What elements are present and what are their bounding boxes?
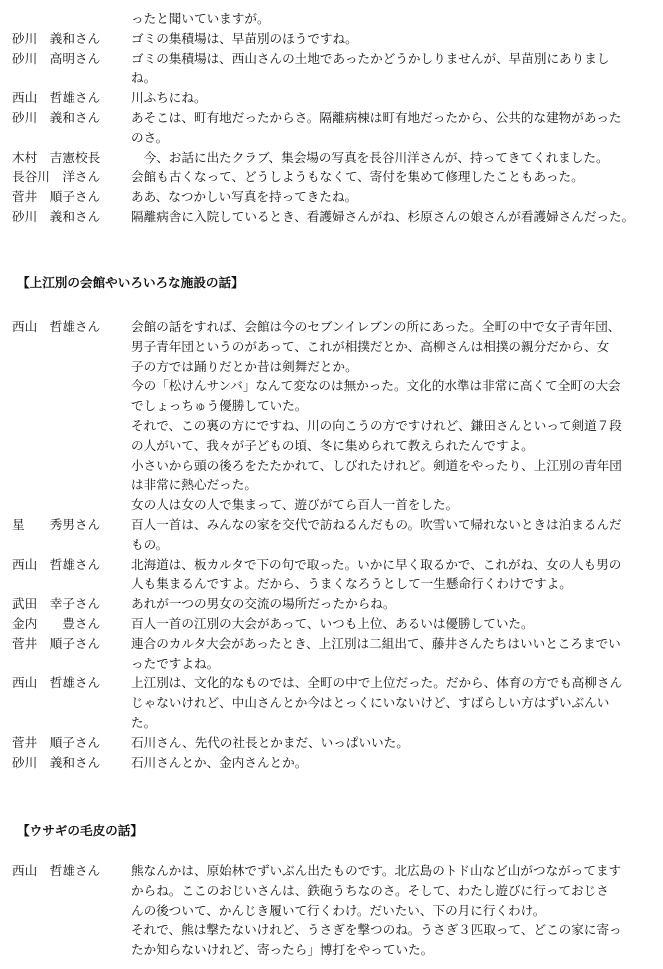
dialogue-text-line: ね。 [131, 70, 157, 86]
dialogue-text-line: 連合のカルタ大会があったとき、上江別は二組出て、藤井さんたちはいいところまでい [131, 635, 621, 651]
dialogue-text-line: それで、熊は撃たないけれど、うさぎを撃つのね。うさぎ３匹取って、どこの家に寄っ [131, 922, 622, 938]
dialogue-text-line: それで、この裏の方にですね、川の向こうの方ですけれど、鎌田さんといって剣道７段 [131, 418, 622, 433]
dialogue-text-line: 会館も古くなって、どうしようもなくて、寄付を集めて修理したこともあった。 [131, 169, 584, 185]
dialogue-text-line: もの。 [131, 536, 169, 552]
speaker-name: 西山 哲雄さん [12, 90, 101, 106]
dialogue-text-line: 男子青年団というのがあって、これが相撲だとか、高柳さんは相撲の親分だから、女 [131, 338, 610, 354]
speaker-name: 金内 豊さん [12, 616, 101, 631]
dialogue-text-line: ゴミの集積場は、早苗別のほうですね。 [131, 30, 358, 46]
dialogue-text-line: 隔離病舎に入院しているとき、看護婦さんがね、杉原さんの娘さんが看護婦さんだった。 [131, 209, 635, 224]
dialogue-text-line: 女の人は女の人で集まって、遊びがてら百人一首をした。 [131, 497, 459, 513]
dialogue-text-line: 上江別は、文化的なものでは、全町の中で上位だった。だから、体育の方でも高柳さん [131, 675, 623, 691]
speaker-name: 砂川 高明さん [12, 50, 101, 66]
dialogue-text-line: のさ。 [131, 129, 169, 145]
dialogue-text-line: 川ふちにね。 [131, 90, 207, 106]
dialogue-text-line: ったと聞いていますが。 [131, 11, 270, 26]
dialogue-text-line: 今の「松けんサンバ」なんて変なのは無かった。文化的水準は非常に高くて全町の大会 [131, 378, 621, 394]
section-heading: 【ウサギの毛皮の話】 [17, 823, 143, 838]
dialogue-text-line: 熊なんかは、原始林でずいぶん出たものです。北広島のトド山など山がつながってます [131, 863, 622, 878]
dialogue-text-line: は非常に熱心だった。 [131, 477, 257, 493]
dialogue-text-line: 小さいから頭の後ろをたたかれて、しびれたけれど。剣道をやったり、上江別の青年団 [131, 457, 622, 473]
speaker-name: 長谷川 洋さん [12, 169, 101, 185]
dialogue-text-line: あれが一つの男女の交流の場所だったからね。 [131, 596, 396, 612]
speaker-name: 西山 哲雄さん [12, 863, 101, 878]
speaker-name: 西山 哲雄さん [12, 675, 101, 691]
dialogue-text-line: の人がいて、我々が子どもの頃、冬に集められて教えられたんですよ。 [131, 437, 534, 453]
speaker-name: 木村 吉憲校長 [12, 149, 101, 165]
dialogue-text-line: 今、お話に出たクラブ、集会場の写真を長谷川洋さんが、持ってきてくれました。 [131, 149, 609, 165]
speaker-name: 砂川 義和さん [12, 110, 101, 125]
speaker-name: 武田 幸子さん [12, 596, 101, 612]
dialogue-text-line: ゴミの集積場は、西山さんの土地であったかどうかしりませんが、早苗別にありまし [131, 50, 610, 66]
speaker-name: 砂川 義和さん [12, 209, 101, 224]
dialogue-text-line: んの後ついて、かんじき履いて行くわけ。だいたい、下の月に行くわけ。 [131, 902, 546, 918]
speaker-name: 菅井 順子さん [12, 734, 101, 750]
dialogue-text-line: 北海道は、板カルタで下の句で取った。いかに早く取るかで、これがね、女の人も男の [131, 556, 622, 572]
dialogue-text-line: 子の方では踊りだとか昔は剣舞だとか。 [131, 358, 358, 374]
dialogue-text-line: 石川さん、先代の社長とかまだ、いっぱいいた。 [131, 734, 409, 750]
dialogue-text-line: 石川さんとか、金内さんとか。 [131, 754, 308, 770]
dialogue-text-line: ああ、なつかしい写真を持ってきたね。 [131, 189, 358, 205]
dialogue-text-line: 会館の話をすれば、会館は今のセブンイレブンの所にあった。全町の中で女子青年団、 [131, 319, 621, 334]
dialogue-text-line: でしょっちゅう優勝していた。 [131, 398, 308, 414]
speaker-name: 星 秀男さん [12, 517, 101, 532]
speaker-name: 西山 哲雄さん [12, 319, 101, 334]
dialogue-text-line: 百人一首の江別の大会があって、いつも上位、あるいは優勝していた。 [131, 616, 534, 631]
section-heading: 【上江別の会館やいろいろな施設の話】 [17, 275, 244, 290]
dialogue-text-line: た。 [131, 715, 157, 730]
dialogue-text-line: からね。ここのおじいさんは、鉄砲うちなのさ。そして、わたし遊びに行っておじさ [131, 882, 609, 898]
speaker-name: 菅井 順子さん [12, 635, 101, 651]
dialogue-text-line: 百人一首は、みんなの家を交代で訪ねるんだもの。吹雪いて帰れないときは泊まるんだ [131, 517, 622, 532]
dialogue-text-line: ったですよね。 [131, 655, 220, 671]
speaker-name: 西山 哲雄さん [12, 556, 101, 572]
speaker-name: 砂川 義和さん [12, 754, 101, 770]
dialogue-text-line: 人も集まるんですよ。だから、うまくなろうとして一生懸命行くわけですよ。 [131, 576, 572, 592]
speaker-name: 菅井 順子さん [12, 189, 101, 205]
speaker-name: 砂川 義和さん [12, 30, 101, 46]
dialogue-text-line: たか知らないけれど、寄ったら」博打をやっていた。 [131, 942, 434, 958]
dialogue-text-line: あそこは、町有地だったからさ。隔離病棟は町有地だったから、公共的な建物があった [131, 110, 622, 125]
dialogue-text-line: じゃないけれど、中山さんとか今はとっくにいないけど、すばらしい方はずいぶんい [131, 695, 610, 711]
